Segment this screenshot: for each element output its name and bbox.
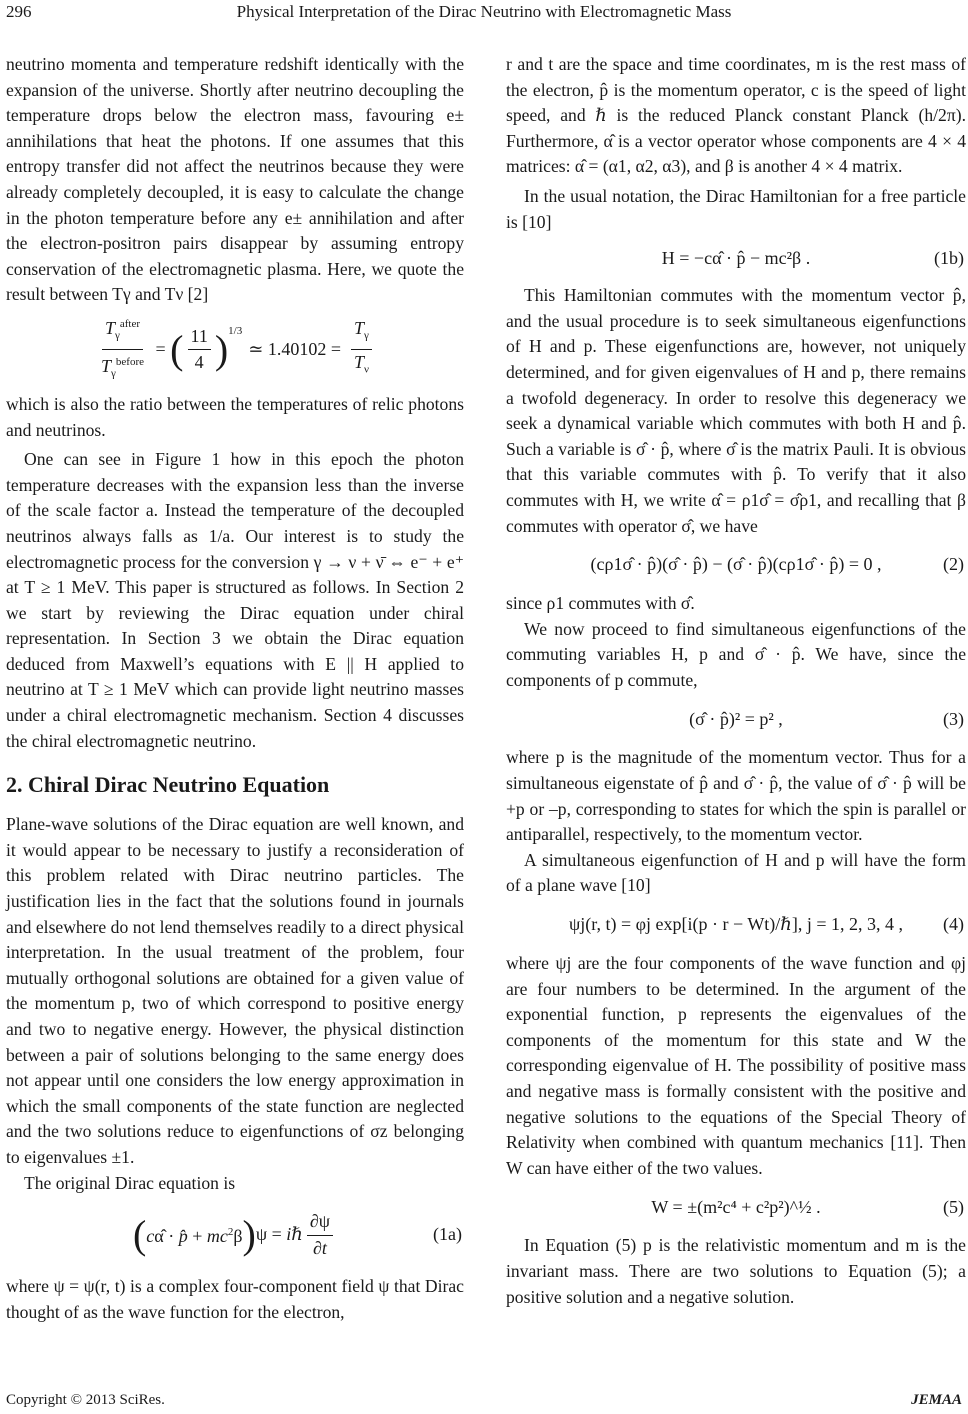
paragraph: A simultaneous eigenfunction of H and p will have the form of a plane wave [10] xyxy=(506,849,966,896)
equation-text: H = −cα̂ · p̂ − mc²β . xyxy=(661,248,811,269)
paragraph: In Equation (5) p is the relativistic momentum and m is the invariant mass. There are two solutions to Equation (5); a positive solution and a negative solution. xyxy=(506,1235,966,1307)
journal-name: JEMAA xyxy=(911,1392,962,1408)
paragraph: neutrino momenta and temperature redshift identically with the expansion of the universe. Shortly after neutrino decoupling the temperature drops below the electron mass, favouring e± annihilations that heat the photons. If one assumes that this entropy transfer did not affect the neutrinos because they were already completely decoupled, it is easy to calculate the change in the photon temperature before any e± annihilation and after the electron-positron pairs disappear by assuming entropy conservation of the electromagnetic plasma. Here, we quote the result between Tγ and Tν [2] xyxy=(6,54,464,305)
equation-5 xyxy=(506,1187,966,1227)
paragraph: The original Dirac equation is xyxy=(24,1172,236,1193)
page-header xyxy=(0,0,968,26)
equation-4 xyxy=(506,905,966,945)
section-heading: 2. Chiral Dirac Neutrino Equation xyxy=(6,772,330,798)
left-column xyxy=(6,52,464,1325)
equation-text: (σ̂ · p̂)² = p² , xyxy=(689,708,783,729)
equation-temperature-ratio: $\frac{T_\gamma^{after}}{T_\gamma^{before}}$ = ( $\frac{11}{4}$ ) $^{1/3}$ ≃ 1.40102 = $\frac{T_\gamma}{T_\nu}$ xyxy=(6,314,464,386)
paragraph: One can see in Figure 1 how in this epoch the photon temperature decreases with the expansion less than the inverse of the scale factor a. Instead the temperature of the decoupled neutrinos always falls as 1/a. Our interest is to study the electromagnetic process for the conversion γ → ν + ν̄ ⇔ e⁻ + e⁺ at T ≥ 1 MeV. This paper is structured as follows. In Section 2 we start by reviewing the Dirac equation under chiral representation. In Section 3 we obtain the Dirac equation deduced from Maxwell’s equations with E || H applied to neutrino at T ≥ 1 MeV which can provide light neutrino masses under a chiral electromagnetic mechanism. Section 4 discusses the chiral electromagnetic neutrino. xyxy=(6,449,464,751)
paragraph: where ψ = ψ(r, t) is a complex four-component field ψ that Dirac thought of as the wave function for the electron, xyxy=(6,1276,464,1322)
equation-3 xyxy=(506,699,966,739)
page-number: 296 xyxy=(6,2,32,21)
equation-number: (4) xyxy=(943,914,964,935)
equation-number: (1b) xyxy=(934,248,964,269)
paragraph: which is also the ratio between the temperatures of relic photons and neutrinos. xyxy=(6,393,464,440)
paragraph: since ρ1 commutes with σ̂. xyxy=(506,593,695,614)
paragraph: r and t are the space and time coordinates, m is the rest mass of the electron, p̂ is the momentum operator, c is the speed of light speed, and ℏ is the reduced Planck constant Planck (h/2π). Furthermore, α̂ is a vector operator whose components are 4 × 4 matrices: α̂ = (α1, α2, α3), and β is another 4 × 4 matrix. xyxy=(506,54,966,177)
equation-number: (3) xyxy=(943,708,964,729)
equation-2 xyxy=(506,545,966,585)
paragraph: This Hamiltonian commutes with the momentum vector p̂, and the usual procedure is to seek simultaneous eigenfunctions of H and p. These eigenfunctions are, however, not uniquely determined, and for given eigenvalues of H and p, there remains a twofold degeneracy. In order to resolve this degeneracy we seek a dynamical variable which commutes with both H and p̂. Such a variable is σ̂ · p̂, where σ̂ is the matrix Pauli. It is obvious that this variable commutes with p̂. To verify that it also commutes with H, we write α̂ = ρ1σ̂ = σ̂ρ1, and recalling that β commutes with operator σ̂, we have xyxy=(506,285,966,536)
paragraph: where p is the magnitude of the momentum vector. Thus for a simultaneous eigenstate of p̂ and σ̂ · p̂, the value of σ̂ · p̂ will be +p or –p, corresponding to states for which the spin is parallel or antiparallel, respectively, to the momentum vector. xyxy=(506,747,966,845)
copyright: Copyright © 2013 SciRes. xyxy=(6,1392,165,1408)
equation-number: (5) xyxy=(943,1196,964,1217)
equation-text: W = ±(m²c⁴ + c²p²)^½ . xyxy=(651,1196,821,1217)
fraction: $\frac{T_\gamma^{after}}{T_\gamma^{before}}$ xyxy=(98,312,147,387)
right-column xyxy=(506,52,966,1310)
paragraph: where ψj are the four components of the wave function and φj are four numbers to be determined. In the argument of the exponential function, p represents the eigenvalues of the components of the momentum for this state and W the corresponding eigenvalue of H. The possibility of positive mass and negative mass is formally consistent with the positive and negative solutions to the equations of the Special Theory of Relativity when combined with quantum mechanics [11]. Then W can have either of the two values. xyxy=(506,953,966,1178)
equation-number: (2) xyxy=(943,554,964,575)
running-title: Physical Interpretation of the Dirac Neutrino with Electromagnetic Mass xyxy=(236,2,732,21)
equation-1a: ( cα̂ · p̂ + $mc^2\beta$ ) ψ = iℏ $\frac{\partial\psi}{\partial t}$ (1a) xyxy=(132,1211,462,1258)
paragraph: We now proceed to find simultaneous eigenfunctions of the commuting variables H, p and σ̂ · p̂. We have, since the components of p commute, xyxy=(506,618,966,690)
paragraph: In the usual notation, the Dirac Hamiltonian for a free particle is [10] xyxy=(506,185,966,232)
paragraph: Plane-wave solutions of the Dirac equation are well known, and it would appear to be necessary to justify a reconsideration of this problem related with Dirac neutrino particles. The justification lies in the fact that the solutions found in journals and elsewhere do not lend themselves readily to a direct physical interpretation. In the usual treatment of the problem, four mutually orthogonal solutions are obtained for a given value of the momentum p, two of which correspond to positive energy and two to negative energy. However, the physical distinction between a pair of solutions belonging to the same energy does not appear until one considers the low energy approximation in which the small components of the state function are neglected and the two solutions reduce to eigenfunctions of σz belonging to eigenvalues ±1. xyxy=(6,814,464,1167)
equation-text: ψj(r, t) = φj exp[i(p · r − Wt)/ℏ], j = 1, 2, 3, 4 , xyxy=(568,914,904,935)
equation-text: (cρ1σ̂ · p̂)(σ̂ · p̂) − (σ̂ · p̂)(cρ1σ̂ · p̂) = 0 , xyxy=(590,554,882,575)
equation-number: (1a) xyxy=(433,1224,462,1245)
equation-1b xyxy=(506,241,966,277)
equation-value: ≃ 1.40102 = xyxy=(248,339,341,360)
